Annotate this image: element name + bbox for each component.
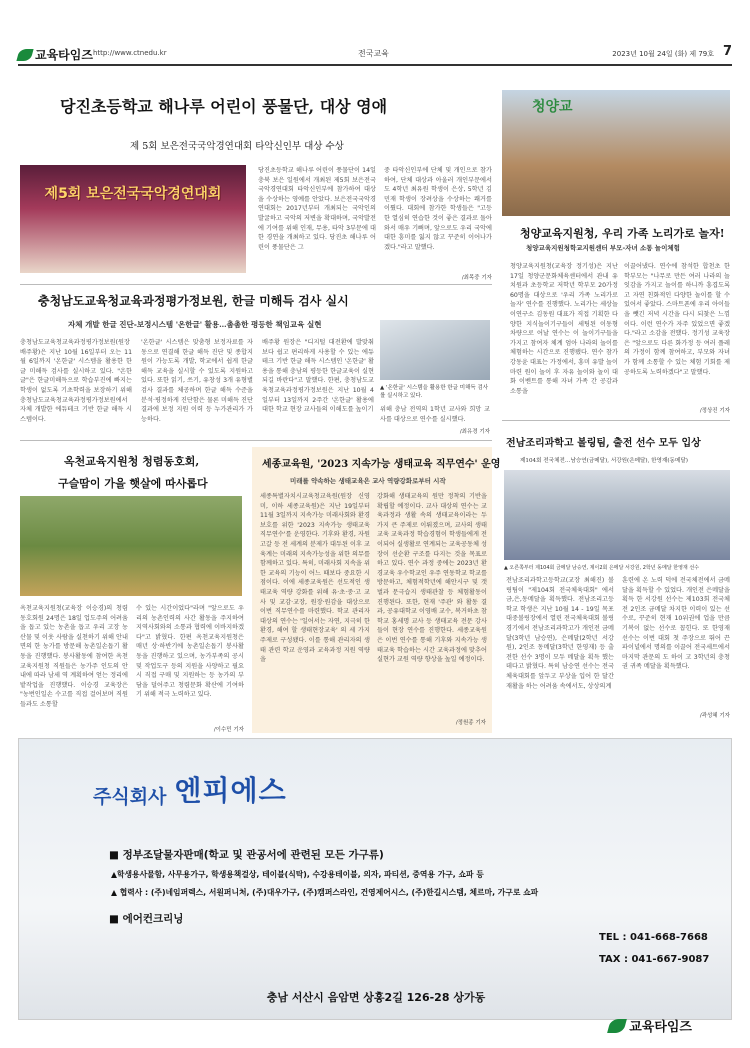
ad-fax: TAX : 041-667-9087 — [599, 954, 710, 965]
article4-body-col2: 수 있는 시간이었다"라며 "앞으로도 우리의 농촌인력의 사간 활동을 주지하여 지역사회와의 소통과 협력에 이바지하겠다"고 밝혔다. 한편 옥천교육지원청은 매년 상·하반기에 농촌일손돕기 봉사활동을 진행하고 있으며, 농가부족의 공시 및 작업도구 등의 지원을 사양하고 필요시 직접 구매 및 지원하는 등 농가의 부담을 덜어주고 청렴문화 확산에 기여하기 위해 적극 노력하고 있다. — [136, 605, 244, 699]
article5-body-col2: 강화해 생태교육의 원만 정착의 기반을 확립할 예정이다. 교사 대상의 연수는 교육과정과 생활 속의 생태교육이라는 두 가지 큰 주제로 이뤄졌으며, 교사의 생태교육 교육과정 학습경험이 학생들에게 전이되어 실생활로 연계되는 교육공동체 성장이 선순환 구조를 다지는 것을 목표로 하고 있다. 연수 과정 중에는 2023년 환경교육 우수학교인 우주 연동학교 학교를 방문하고, 체험적학년에 해안시구 및 갯벌과 문극습지 생태관찰 등 체험활동이 진행된다. 또한, 현재 '주관' 와 활동 결과, 공유대학교 이영배 교수, 복거하초 참학교 홍세명 교사 등 생태교육 전문 강사들이 현장 연수를 진행한다. 세종교육원은 이번 연수를 통해 기후와 지속가능 생태교육 학습하는 시간 교육과정에 맞추어 실현가 교원 역량 향상을 높일 예정이다. — [377, 493, 487, 664]
article1-photo-banner: 제5회 보은전국국악경연대회 — [44, 186, 222, 202]
ad-company-name: 엔피에스 — [174, 774, 287, 807]
article6-title: 전남조리과학고 볼링팀, 출전 선수 모두 입상 — [506, 438, 701, 449]
article6-byline: /곽성혜 기자 — [699, 713, 730, 719]
article5-body-col1: 세종특별자치시교육청교육원(원장 신영미, 이하 세종교육원)은 지난 19일부터 11월 3일까지 지속가능 미래사회와 환경 보호를 위한 '2023 지속가능 생태교육 직무연수'를 운영한다. 기후와 환경, 자원 고갈 등 전 세계의 분제가 대두된 이후 교육계는 미래의 지속가능성을 위한 의무를 함께하고 있다. 특히, 미래사회 지속을 위한 교육의 기능이 어느 때보다 중요한 시점이다. 이에 세종교육원은 선도적인 생태교육 역량 강화를 위해 유·초·중·고 교사 및 교감·교장, 원장·원감을 대상으로 이번 직무연수를 마련했다. 학교 관리자 대상의 연수는 '일어서는 자연, 지극히 한 환경, 해여 할 생태현장교육' 의 세 가지 주제로 구성됐다. 이를 통해 관리자의 생태 관련 학교 운영과 교육과정 지원 역량을 — [260, 493, 370, 664]
ad-line-products: ▲학생용사물함, 사무용가구, 학생용책걸상, 테이블(식탁), 수강용테이블, 의자, 파티션, 중역용 가구, 쇼파 등 — [111, 870, 484, 879]
article2-caption: ▲ '온한글' 시스템을 활용한 한글 미해득 검사를 실시하고 있다. — [380, 385, 489, 399]
issue-date: 2023년 10월 24일 (화) 제 79호 — [612, 50, 714, 58]
article2-photo — [380, 320, 490, 380]
article1-byline: /최목중 기자 — [461, 275, 492, 281]
article1-title: 당진초등학교 해나루 어린이 풍물단, 대상 영애 — [60, 97, 388, 116]
divider — [502, 420, 730, 421]
section-name: 전국교육 — [358, 49, 389, 58]
article5-byline: /정원종 기자 — [455, 720, 486, 726]
article4-photo — [20, 496, 242, 596]
article2-body-col3: 배주황 원장은 "디지털 대전환에 발맞춰 보다 쉽고 편리하게 사용할 수 있는 에듀테크 기반 한글 해득 시스템인 '온한글' 활용을 통해 충남의 평등한 한글교육이 실현되길 바란다"고 말했다. 한편, 충청남도교육청교육과정평가정보원은 지난 10월 4일부터 13일까지 2주간 '온한글' 활용에 대한 학교 현장 교사들의 이해도를 높이기 — [262, 339, 374, 414]
article4-title: 옥천교육지원청 청렴동호회, — [64, 455, 200, 468]
advertisement — [18, 738, 732, 1020]
ad-line-aircon: ■ 에어컨크리닝 — [109, 913, 184, 925]
ad-address: 충남 서산시 음암면 상홍2길 126-28 상가동 — [266, 991, 486, 1004]
article5-subtitle: 미래를 약속하는 생태교육은 교사 역량강화로부터 시작 — [290, 477, 446, 485]
article3-body-col1: 청양교육지원청(교육장 정기성)은 지난 17일 청양군문화체육센터에서 관내 유치원과 초등학교 저학년 학부모 20가정 60명을 대상으로 '우리 가족 노리가로 놀자' 연수를 진행했다. 노리가는 세상놀이연구소 김동원 대표가 직접 기획한 다양한 지식놀이기구들이 세팅된 이동형 차량으로 어날 연수는 이 놀이기구들을 가지고 참여자 체계 엄아 나라의 놀이를 체험하는 시간으로 진행됐다. 연수 참가 강동윤 대표는 가정에서, 흥미 유발 놀이 마련 원이 놀이 후 자유 놀이와 놀이 대화 이벤트를 통해 자녀 가족 간 공감과 소통을 — [510, 263, 618, 395]
ad-company — [93, 769, 287, 809]
article3-subtitle: 청양교육지원청학교지원센터 부모-자녀 소통 놀이체험 — [526, 244, 680, 252]
article6-body-col1: 전남조리과학고등학교(교장 최해진) 볼링팀이 "제104회 전국체육대회" 에서 금,은,동메달을 획득했다. 전남조리고등학교 학생은 지난 10월 14 - 19일 목포 대중볼링장에서 열린 전국체육대회 볼링 경기에서 전남조리과학고가 개인전 금메달(3학년 남승연), 은메달(2학년 서강원), 2인조 동메달(3학년 한영재) 등 출전한 선수 3명이 모두 메달을 획득 했는데다고 밝혔다. 특히 남승연 선수는 전국체육대회를 앞두고 부상을 입어 한 달간 재활을 하는 어려움 속에서도, 상상의계 — [506, 577, 614, 690]
ad-tel: TEL : 041-668-7668 — [599, 932, 708, 943]
article2-byline: /최유경 기자 — [459, 429, 490, 435]
article2-body-col4: 위해 충남 전역의 1학년 교사와 희망 교사를 대상으로 연수를 실시했다. — [380, 406, 490, 423]
article3-photo-sign: 청양교 — [532, 99, 573, 115]
footer-logo: 교육타임즈 — [609, 1016, 692, 1035]
article3-photo — [502, 90, 730, 216]
article6-photo — [504, 470, 730, 560]
logo-leaf-icon — [607, 1019, 627, 1033]
article6-caption: ▲ 오른쪽부터 제104회 금메달 남승연, 제이2회 은메달 서강원, 2학년 동메달 한영재 선수 — [504, 565, 699, 571]
divider — [20, 284, 492, 285]
ad-line-partners: ▲ 협력사 : (주)네임퍼렉스, 서원퍼니처, (주)대우가구, (주)캠퍼스라인, 건영제어시스, (주)한길시스템, 체르마, 가구로 쇼파 — [111, 888, 539, 897]
article4-byline: /이수민 기자 — [213, 727, 244, 733]
article5-title: 세종교육원, '2023 지속가능 생태교육 직무연수' 운영 — [262, 459, 501, 470]
article6-body-col2: 훈련에 온 노력 덕에 전국체전에서 금메달을 획득할 수 있었다. 개인전 은메달을 획득 한 서강원 선수는 제103회 전국체전 2인조 금메달 차지한 이력이 있는 선수로, 꾸준히 현재 10위권에 업을 만큼 기복이 없는 선수로 꼽힌다. 또 한영재 선수는 이번 대회 첫 주장으로 뛰어 끈 파이널에서 명의를 이끌어 전국세트에서 마지막 관문의 도 하이 고 3학년의 충청권 귀족 메달을 획득했다. — [622, 577, 730, 671]
logo-leaf-icon — [16, 49, 33, 61]
ad-line-procurement: ■ 정부조달물자판매(학교 및 관공서에 관련된 모든 가구류) — [109, 849, 384, 861]
article2-body-col2: '온한글' 시스템은 맞춤형 보정자료를 자동으로 연결해 한글 해득 진단 및 종합지원이 가능도록 개발, 학교에서 쉽게 한글 해득 교육을 실시할 수 있도록 지원하고 있다. 또한 읽기, 쓰기, 유창성 3개 유형별 검사 결과를 체공하며 한글 해득 수준을 분석·평정하게 진단함은 물론 미해득 진단 결과에 보정 지원 이력 등 누가관리가 가능하다. — [141, 339, 253, 423]
article4-title2: 구슬땀이 가을 햇살에 따사롭다 — [58, 477, 208, 490]
article2-subtitle: 자체 개발 한글 진단-보정시스템 '온한글' 활용…촘촘한 평등한 책임교육 실현 — [68, 320, 322, 329]
page-header — [18, 44, 732, 66]
article3-body-col2: 이끌어냈다. 연수에 참석한 합천초 한 학부모는 "나무로 만든 여러 나라의 놀잇감을 가지고 놀이를 하니까 흥겹도록고 자연 친화적인 다양한 놀이를 할 수 있어서 좋았다. 스마트폰에 우리 아이들을 뺏긴 저녁 시간을 다시 되찾은 느낌이다. 이런 연수가 자주 있었으면 좋겠다."라고 소감을 전했다. 정기성 교육장은 "앞으로도 다른 화가정 등 여러 플레의 가정이 함께 참여하고, 부모와 자녀가 함께 소통할 수 있는 체험 기회를 제공하도록 노력하겠다"고 말했다. — [624, 263, 730, 376]
article1-body-col2: 중 타악신인부에 단체 및 개인으로 참가하여, 단체 대상과 아울러 개인부문에서도 4학년 최유원 학생이 은상, 5학년 김민재 학생이 장려상을 수상하는 쾌거를 이뤘다. 대회에 참가한 학생들은 "고등한 열심히 연습한 것이 좋은 결과로 돌아와서 매우 기뻐며, 앞으로도 우리 국악에 대한 흥미를 잃지 않고 꾸준히 이어나가겠다."라고 말했다. — [384, 167, 492, 251]
article2-body-col1: 충청남도교육청교육과정평가정보원(원장 배주황)은 지난 10월 16일부터 오는 11월 6일까지 '온한글' 시스템을 활용한 한글 미해득 검사를 실시하고 있다. "온한글"은 한글미해득으로 학습부진에 빠지는 학생이 없도록 기초학력을 보장하기 위해 충청남도교육청교육과정평가정보원에서 자체 개발한 에듀테크 기반 한글 해득 시스템이다. — [20, 339, 132, 423]
site-url: http://www.ctnedu.kr — [93, 49, 167, 57]
ad-company-prefix: 주식회사 — [93, 786, 167, 808]
article1-subtitle: 제 5회 보은전국국악경연대회 타악신인부 대상 수상 — [130, 141, 344, 152]
article6-subtitle: 제104회 전국체전…남승연(금메달), 서강원(은메달), 한영재(동메달) — [520, 458, 688, 464]
divider — [20, 440, 492, 441]
article3-title: 청양교육지원청, 우리 가족 노리가로 놀자! — [520, 227, 725, 240]
masthead-logo: 교육타임즈 — [18, 46, 93, 63]
article4-body-col1: 옥천교육지원청(교육장 이승경)의 청렴동호회원 24명은 18일 업도주의 어려움을 돕고 있는 농촌을 돕고 우리 고장 농산물 및 이웃 사람을 실천하기 위해 안내면의 한 농가를 방문해 농촌일손돕기 활동을 진행했다. 봉사활동에 참여한 옥천교육지원청 직원들은 농가주 인도의 안내에 따라 남세 역 계획하여 얻는 정리에 밭작업을 진행했다. 이승경 교육장은 "농번인일손 수고를 직접 걸어보며 직원들과도 소통할 — [20, 605, 128, 708]
article2-title: 충청남도교육청교육과정평가정보원, 한글 미해득 검사 실시 — [38, 294, 349, 308]
page-number: 7 — [722, 44, 732, 59]
article1-body-col1: 당진초등학교 해나루 어린이 풍물단이 14일 충북 보은 일원에서 개최된 제5회 보은전국국악경연대회 타악신인부에 참가하여 대상을 수상하는 영예를 안았다. 보은전국국악경연대회는 2017년부터 개최되는 국악인의 발굴하고 국악의 저변을 확대하며, 국악발전에 기여를 위해 인재, 무용, 타악 3부문에 대한 경연을 개최하고 있다. 당진초 해나루 어린이 풍물단은 그 — [258, 167, 376, 251]
article3-byline: /정상진 기자 — [699, 408, 730, 414]
article1-photo — [20, 165, 246, 273]
